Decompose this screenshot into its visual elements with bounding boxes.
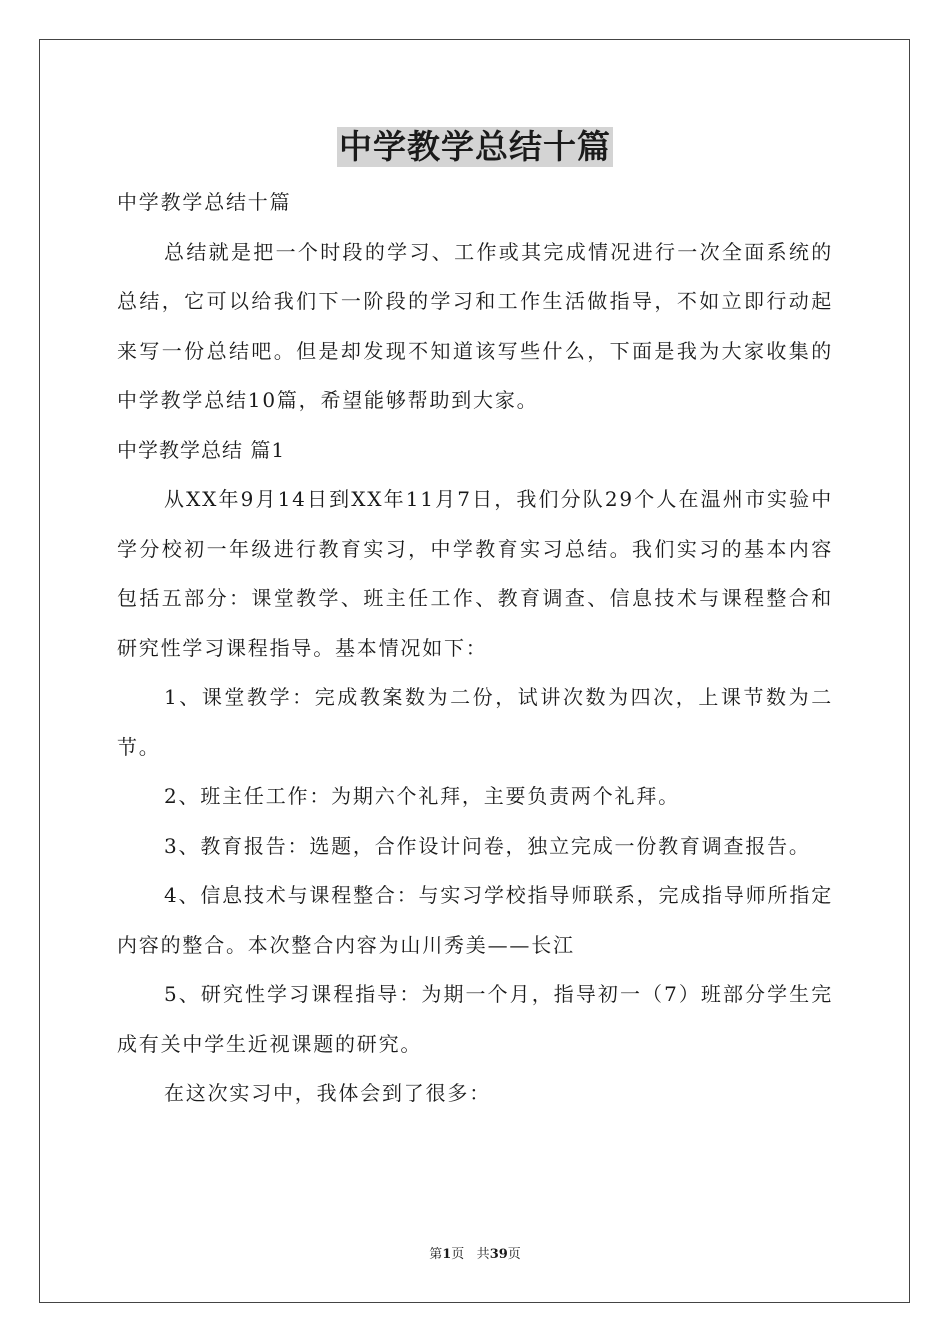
document-title bbox=[0, 127, 950, 167]
list-item-1: 1、课堂教学：完成教案数为二份，试讲次数为四次，上课节数为二节。 bbox=[117, 685, 833, 759]
footer-page-suffix: 页 bbox=[451, 1247, 465, 1262]
document-body bbox=[117, 178, 833, 1119]
footer-prefix: 第 bbox=[429, 1247, 443, 1262]
page-footer bbox=[0, 1245, 950, 1265]
footer-total-prefix: 共 bbox=[476, 1247, 490, 1262]
section-heading: 中学教学总结 篇1 bbox=[117, 437, 286, 462]
list-item-3: 3、教育报告：选题，合作设计问卷，独立完成一份教育调查报告。 bbox=[164, 833, 811, 858]
list-item-5: 5、研究性学习课程指导：为期一个月，指导初一（7）班部分学生完成有关中学生近视课题的研究。 bbox=[117, 982, 833, 1056]
body-paragraph: 从XX年9月14日到XX年11月7日，我们分队29个人在温州市实验中学分校初一年级进行教育实习，中学教育实习总结。我们实习的基本内容包括五部分：课堂教学、班主任工作、教育调查、信息技术与课程整合和研究性学习课程指导。基本情况如下： bbox=[117, 487, 833, 660]
document-title-text: 中学教学总结十篇 bbox=[339, 127, 611, 166]
subtitle-line: 中学教学总结十篇 bbox=[117, 190, 292, 214]
closing-paragraph: 在这次实习中，我体会到了很多： bbox=[164, 1081, 491, 1105]
intro-paragraph: 总结就是把一个时段的学习、工作或其完成情况进行一次全面系统的总结，它可以给我们下一阶段的学习和工作生活做指导，不如立即行动起来写一份总结吧。但是却发现不知道该写些什么，下面是我为大家收集的中学教学总结10篇，希望能够帮助到大家。 bbox=[117, 239, 833, 412]
list-item-2: 2、班主任工作：为期六个礼拜，主要负责两个礼拜。 bbox=[164, 784, 680, 808]
total-page-count: 39 bbox=[489, 1247, 508, 1262]
current-page-number: 1 bbox=[442, 1247, 452, 1262]
list-item-4: 4、信息技术与课程整合：与实习学校指导师联系，完成指导师所指定内容的整合。本次整合内容为山川秀美——长江 bbox=[117, 883, 833, 957]
footer-total-suffix: 页 bbox=[507, 1247, 521, 1262]
